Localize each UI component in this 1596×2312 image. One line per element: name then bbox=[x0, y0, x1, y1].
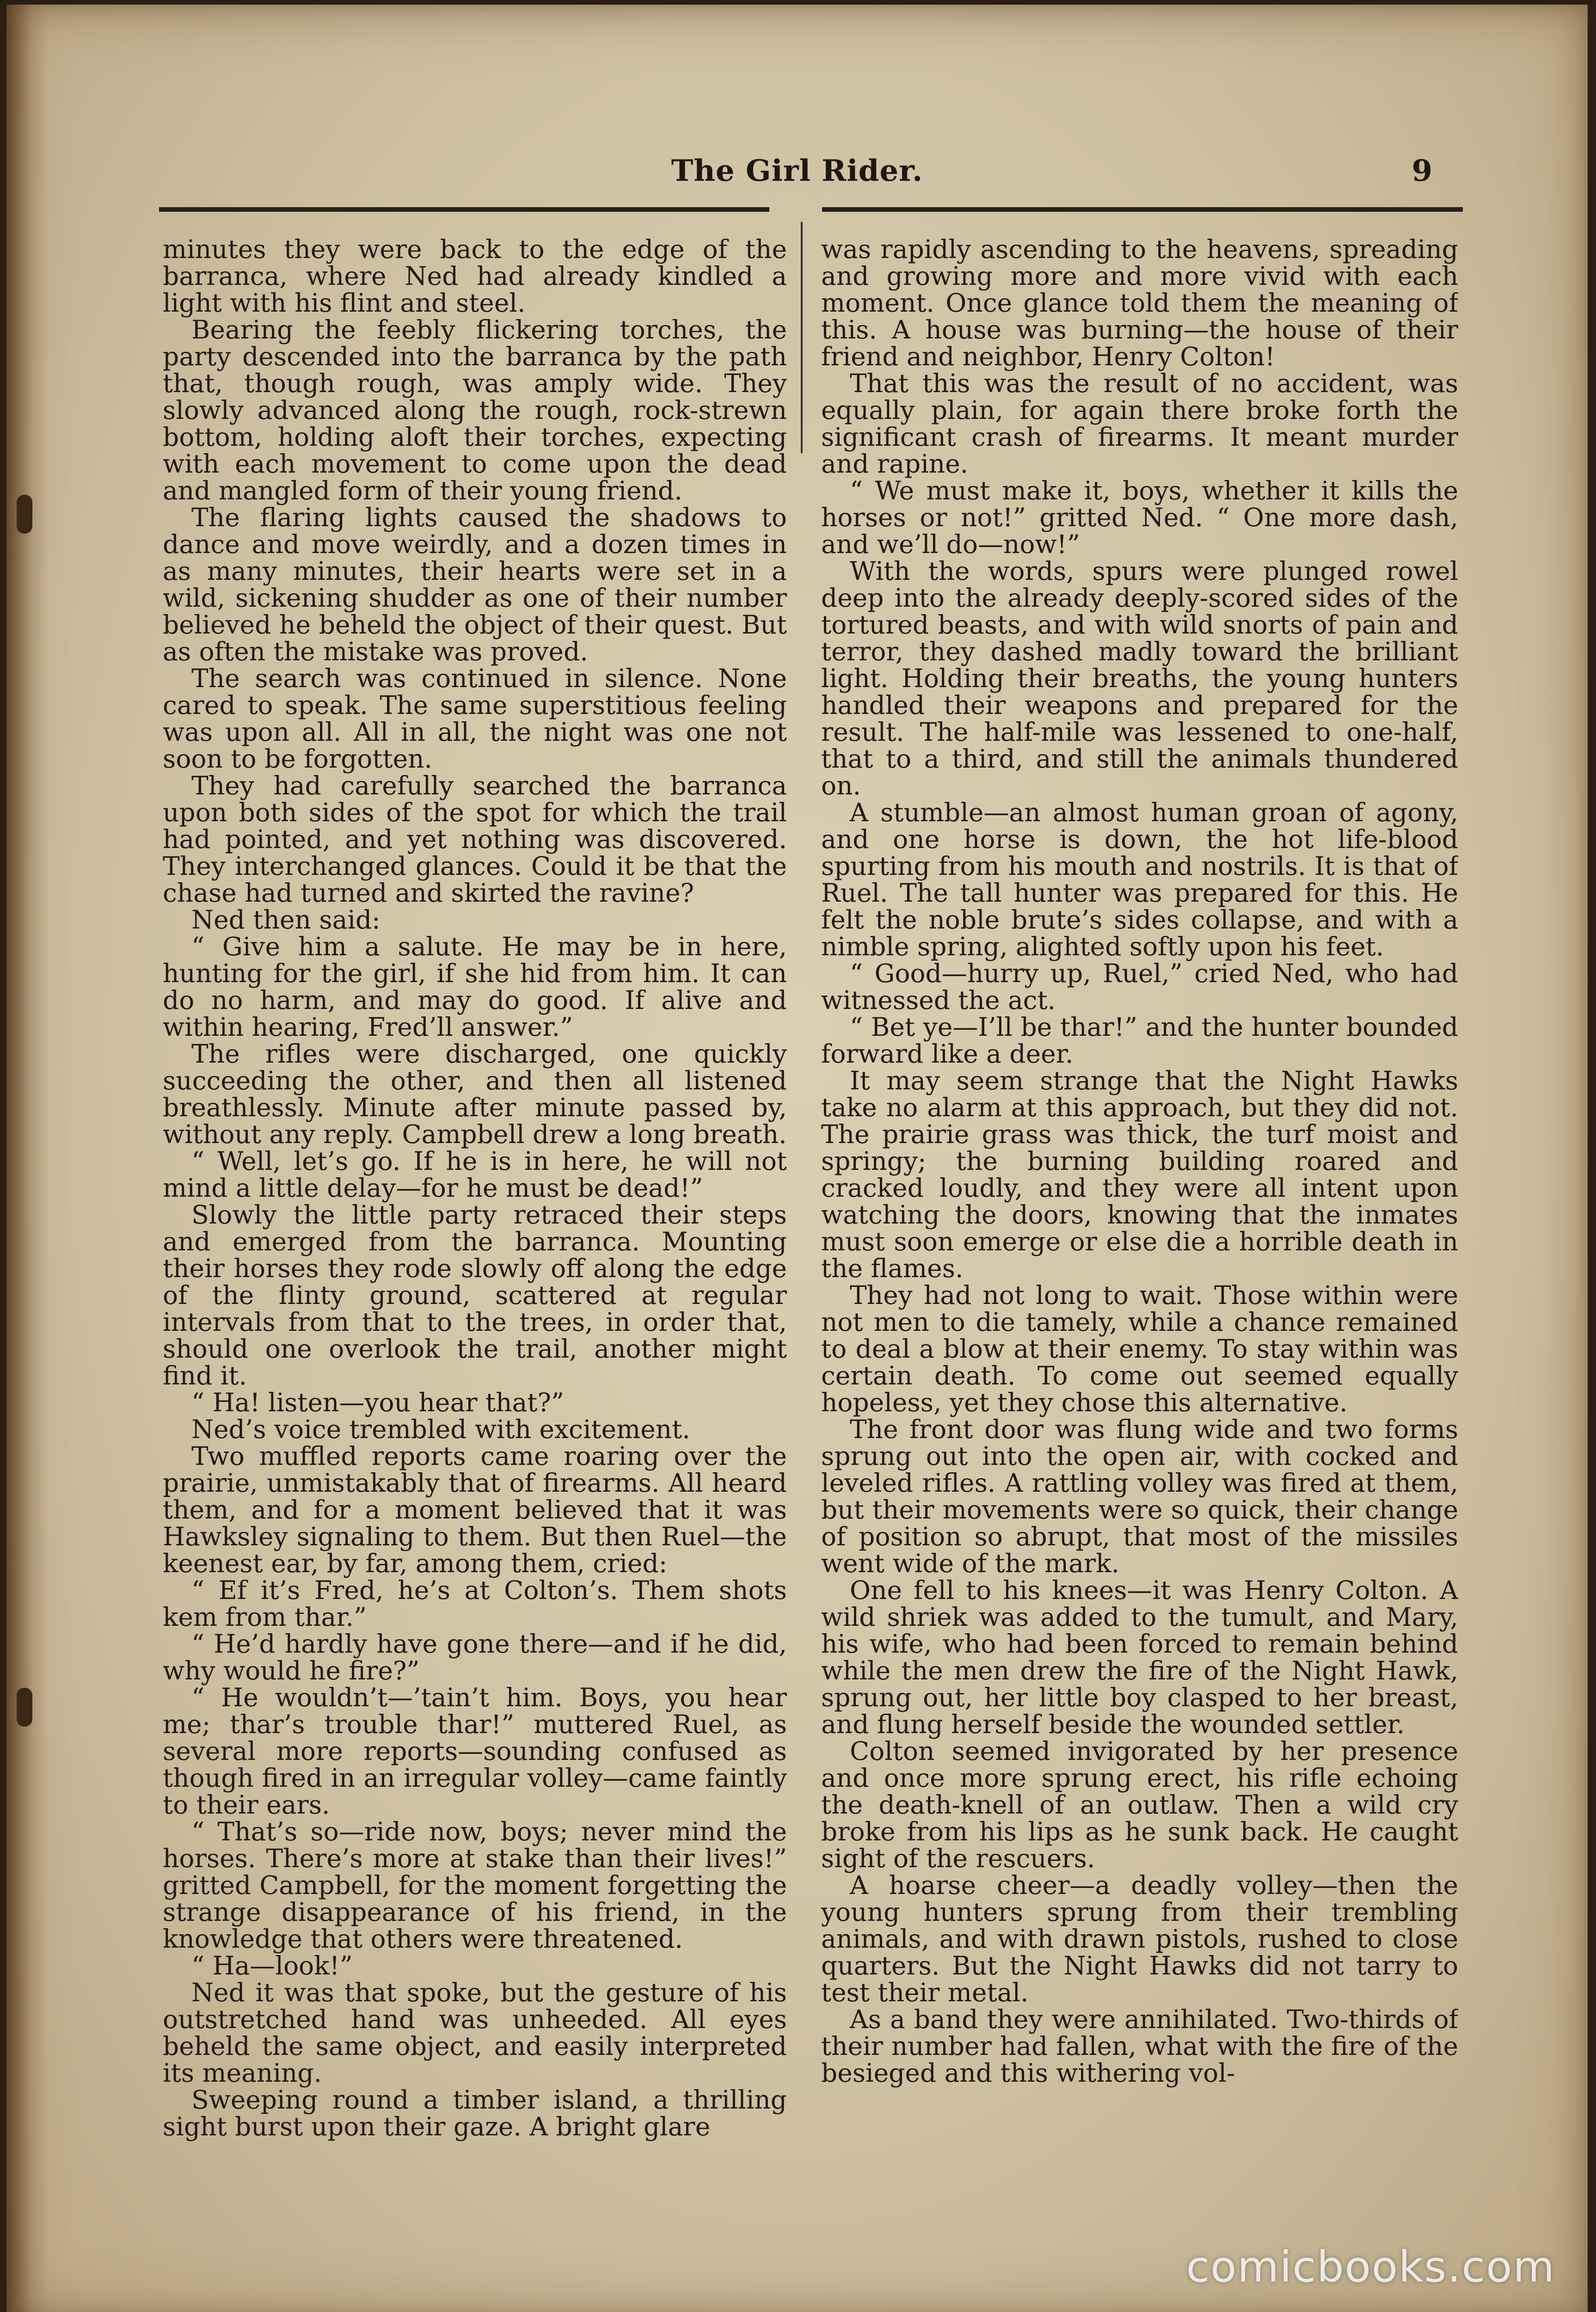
paragraph: “ He’d hardly have gone there—and if he did, why would he fire?” bbox=[163, 1629, 787, 1685]
paragraph: Sweeping round a timber island, a thrilling sight burst upon their gaze. A bright glare bbox=[163, 2085, 787, 2141]
paragraph: “ Ef it’s Fred, he’s at Colton’s. Them shots kem from thar.” bbox=[163, 1575, 787, 1632]
paragraph: They had not long to wait. Those within were not men to die tamely, while a chance remained to deal a blow at their enemy. To stay within was certain death. To come out seemed equally hopeless, yet they chose this alternative. bbox=[821, 1280, 1458, 1417]
paragraph: One fell to his knees—it was Henry Colton. A wild shriek was added to the tumult, and Mary, his wife, who had been forced to remain behind while the men drew the fire of the Night Hawk, sprung out, her little boy clasped to her breast, and flung herself beside the wounded settler. bbox=[821, 1575, 1458, 1739]
spine-shadow bbox=[6, 5, 48, 2312]
paragraph: With the words, spurs were plunged rowel deep into the already deeply-scored sides of the tortured beasts, and with wild snorts of pain and terror, they dashed madly toward the brilliant light. Holding their breaths, the young hunters handled their weapons and prepared for the result. The half-mile was lessened to one-half, that to a third, and still the animals thundered on. bbox=[821, 556, 1458, 800]
column-divider bbox=[801, 222, 803, 453]
running-title: The Girl Rider. bbox=[671, 154, 923, 188]
paragraph: The search was continued in silence. None cared to speak. The same superstitious feeling was upon all. All in all, the night was one not soon to be forgotten. bbox=[163, 664, 787, 774]
paragraph: was rapidly ascending to the heavens, spreading and growing more and more vivid with each moment. Once glance told them the meaning of this. A house was burning—the house of their friend and neighbor, Henry Colton! bbox=[821, 236, 1458, 371]
paragraph: minutes they were back to the edge of the barranca, where Ned had already kindled a light with his flint and steel. bbox=[163, 236, 787, 318]
paragraph: Ned it was that spoke, but the gesture of his outstretched hand was unheeded. All eyes beheld the same object, and easily interpreted its meaning. bbox=[163, 1978, 787, 2088]
paragraph: That this was the result of no accident, was equally plain, for again there broke forth the significant crash of firearms. It meant murder and rapine. bbox=[821, 369, 1458, 479]
paragraph: Ned then said: bbox=[191, 905, 381, 935]
paragraph: It may seem strange that the Night Hawks take no alarm at this approach, but they did not. The prairie grass was thick, the turf moist and springy; the burning building roared and cracked loudly, and they were all intent upon watching the doors, knowing that the inmates must soon emerge or else die a horrible death in the flames. bbox=[821, 1066, 1458, 1283]
text-column-left bbox=[163, 236, 787, 2155]
paragraph: Colton seemed invigorated by her presence and once more sprung erect, his rifle echoing the death-knell of an outlaw. Then a wild cry broke from his lips as he sunk back. He caught sight of the rescuers. bbox=[821, 1736, 1458, 1873]
paragraph: “ Bet ye—I’ll be thar!” and the hunter bounded forward like a deer. bbox=[821, 1012, 1458, 1069]
paragraph: “ Good—hurry up, Ruel,” cried Ned, who had witnessed the act. bbox=[821, 959, 1458, 1015]
paragraph: “ Well, let’s go. If he is in here, he will not mind a little delay—for he must be dead!” bbox=[163, 1146, 787, 1203]
paragraph: “ Ha—look!” bbox=[191, 1951, 353, 1980]
paragraph: The front door was flung wide and two forms sprung out into the open air, with cocked and leveled rifles. A rattling volley was fired at them, but their movements were so quick, their change of position so abrupt, that most of the missiles went wide of the mark. bbox=[821, 1414, 1458, 1578]
paragraph: They had carefully searched the barranca upon both sides of the spot for which the trail had pointed, and yet nothing was discovered. They interchanged glances. Could it be that the chase had turned and skirted the ravine? bbox=[163, 771, 787, 908]
site-watermark: comicbooks.com bbox=[1186, 2242, 1555, 2292]
paragraph: “ He wouldn’t—’tain’t him. Boys, you hear me; thar’s trouble thar!” muttered Ruel, as several more reports—sounding confused as though fired in an irregular volley—came faintly to their ears. bbox=[163, 1683, 787, 1820]
header-rule-right bbox=[822, 207, 1463, 212]
paragraph: Ned’s voice trembled with excitement. bbox=[191, 1414, 690, 1444]
header-rule-left bbox=[159, 207, 769, 212]
paragraph: “ Ha! listen—you hear that?” bbox=[191, 1388, 565, 1417]
binding-stitch bbox=[17, 495, 32, 534]
paragraph: “ That’s so—ride now, boys; never mind the horses. There’s more at stake than their lives!” gritted Campbell, for the moment forgetting the strange disappearance of his friend, in the knowledge that others were threatened. bbox=[163, 1817, 787, 1954]
paragraph: As a band they were annihilated. Two-thirds of their number had fallen, what with the fire of the besieged and this withering vol- bbox=[821, 2005, 1458, 2088]
paragraph: The rifles were discharged, one quickly succeeding the other, and then all listened breathlessly. Minute after minute passed by, without any reply. Campbell drew a long breath. bbox=[163, 1039, 787, 1149]
magazine-page bbox=[6, 5, 1588, 2312]
paragraph: Two muffled reports came roaring over the prairie, unmistakably that of firearms. All heard them, and for a moment believed that it was Hawksley signaling to them. But then Ruel—the keenest ear, by far, among them, cried: bbox=[163, 1441, 787, 1578]
paragraph: Slowly the little party retraced their steps and emerged from the barranca. Mounting their horses they rode slowly off along the edge of the flinty ground, scattered at regular intervals from that to the trees, in order that, should one overlook the trail, another might find it. bbox=[163, 1200, 787, 1390]
paragraph: The flaring lights caused the shadows to dance and move weirdly, and a dozen times in as many minutes, their hearts were set in a wild, sickening shudder as one of their number believed he beheld the object of their quest. But as often the mistake was proved. bbox=[163, 503, 787, 666]
text-column-right bbox=[821, 236, 1458, 2155]
page-number: 9 bbox=[1412, 154, 1432, 188]
binding-stitch bbox=[17, 1688, 32, 1727]
paragraph: A hoarse cheer—a deadly volley—then the young hunters sprung from their trembling animals, and with drawn pistols, rushed to close quarters. But the Night Hawks did not tarry to test their metal. bbox=[821, 1870, 1458, 2007]
paragraph: A stumble—an almost human groan of agony, and one horse is down, the hot life-blood spurting from his mouth and nostrils. It is that of Ruel. The tall hunter was prepared for this. He felt the noble brute’s sides collapse, and with a nimble spring, alighted softly upon his feet. bbox=[821, 798, 1458, 961]
paragraph: Bearing the feebly flickering torches, the party descended into the barranca by the path that, though rough, was amply wide. They slowly advanced along the rough, rock-strewn bottom, holding aloft their torches, expecting with each movement to come upon the dead and mangled form of their young friend. bbox=[163, 315, 787, 505]
paragraph: “ Give him a salute. He may be in here, hunting for the girl, if she hid from him. It can do no harm, and may do good. If alive and within hearing, Fred’ll answer.” bbox=[163, 932, 787, 1042]
paragraph: “ We must make it, boys, whether it kills the horses or not!” gritted Ned. “ One more dash, and we’ll do—now!” bbox=[821, 476, 1458, 559]
